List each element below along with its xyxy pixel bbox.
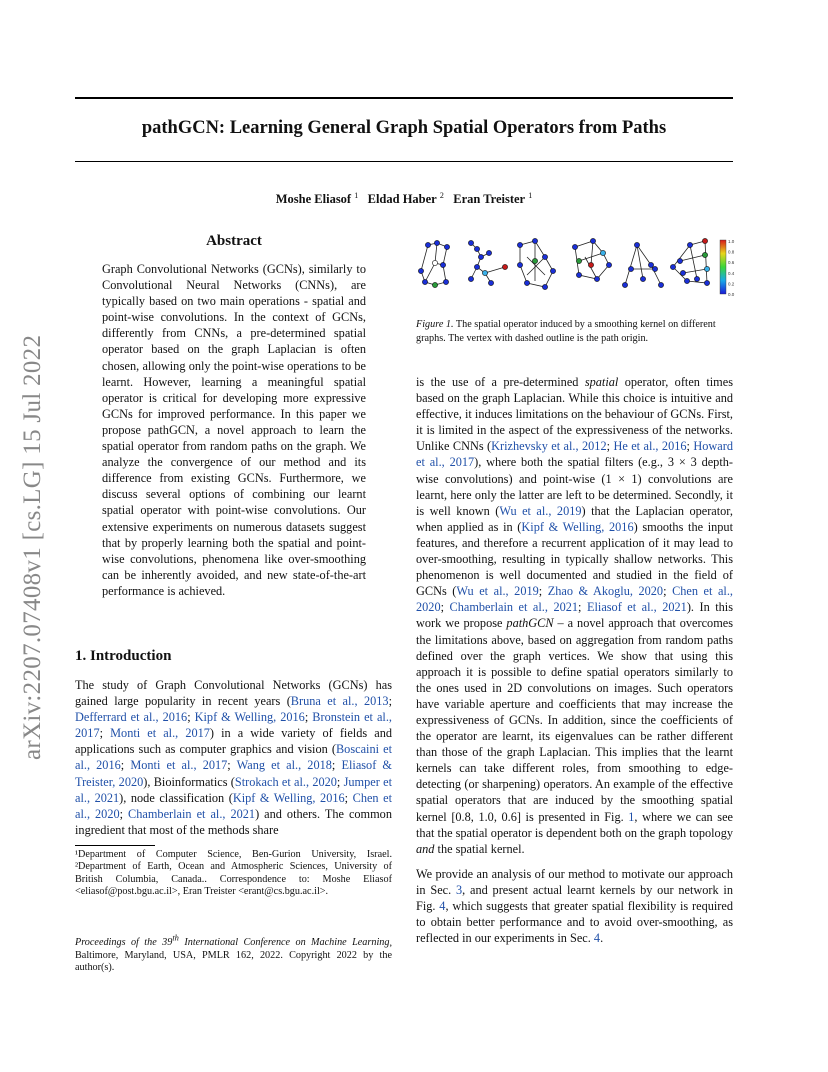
emphasis-text: and: [416, 841, 435, 856]
figure-caption-text: The spatial operator induced by a smoothing kernel on different graphs. The vertex with dashed outline is the path origin.: [416, 319, 716, 344]
citation-link[interactable]: Kipf & Welling, 2016: [194, 710, 305, 725]
author-name: Eran Treister: [453, 192, 526, 207]
colorbar-tick: 0.8: [728, 249, 735, 255]
top-rule: [75, 97, 733, 99]
citation-link[interactable]: Krizhevsky et al., 2012: [491, 439, 607, 454]
citation-link[interactable]: Bruna et al., 2013: [290, 694, 389, 709]
citation-link[interactable]: Chamberlain et al., 2021: [128, 806, 256, 821]
figure-1-graphs: [415, 235, 740, 305]
figure-1-caption: [416, 318, 734, 345]
colorbar-tick: 0.4: [728, 270, 735, 276]
citation-link[interactable]: 4: [439, 899, 446, 913]
citation-link[interactable]: Wu et al., 2019: [456, 584, 539, 599]
citation-link[interactable]: He et al., 2016: [613, 439, 687, 454]
introduction-paragraph: The study of Graph Convolutional Networks (GCNs) has gained large popularity in recent years (Bruna et al., 2013; Defferrard et al., 2016; Kipf & Welling, 2016; Bronstein et al., 2017; Monti et al., 2017) in a wide variety of fields and applications such as computer graphics and vision (Boscaini et al., 2016; Monti et al., 2017; Wang et al., 2018; Eliasof & Treister, 2020), Bioinformatics (Strokach et al., 2020; Jumper et al., 2021), node classification (Kipf & Welling, 2016; Chen et al., 2020; Chamberlain et al., 2021) and others. The common ingredient that most of the methods share: [75, 678, 393, 837]
paragraph: is the use of a pre-determined spatial operator, often times based on the graph Laplacian. While this choice is intuitive and effective, it induces limitations on the behaviour of GCNs. First, it is limited in the aspect of the expressiveness of the networks. Unlike CNNs (Krizhevsky et al., 2012; He et al., 2016; Howard et al., 2017), where both the spatial filters (e.g., 3 × 3 depth-wise convolutions) and point-wise (1 × 1) convolutions are learnt, here only the latter are left to be determined. Secondly, it is well known (Wu et al., 2019) that the Laplacian operator, when applied as in (Kipf & Welling, 2016) smooths the input features, and therefore a recurrent application of it may lead to over-smoothing, resulting in typically shallow networks. This phenomenon is well documented and studied in the field of GCNs (Wu et al., 2019; Zhao & Akoglu, 2020; Chen et al., 2020; Chamberlain et al., 2021; Eliasof et al., 2021). In this work we propose pathGCN – a novel approach that overcomes the limitations above, based on aggregation from random paths defined over the graph vertices. We show that using this approach it is possible to define spatial operators similarly to the ones used in 2D convolutions on images. Such operators have variable aperture and coefficients that may increase the expressiveness of GCNs. In addition, since the coefficients of the operator are learnt, its eigenvalues can be rather different than those of the graph Laplacian. This implies that the learnt kernels can take different roles, from smoothing to edge-detecting (or sharpening) operators. An example of the effective spatial operators that are induced by the smoothing spatial kernel [0.8, 1.0, 0.6] is presented in Fig. 1, where we can see that the spatial operator is dependent both on the graph topology and the spatial kernel.: [416, 375, 734, 856]
colorbar-tick: 0.0: [728, 292, 735, 297]
citation-link[interactable]: Defferrard et al., 2016: [75, 710, 188, 725]
colorbar-tick: 0.6: [728, 260, 735, 266]
emphasis-text: spatial: [584, 375, 619, 389]
citation-link[interactable]: Monti et al., 2017: [110, 726, 210, 741]
proceedings-prefix: Proceedings of the 39: [75, 937, 173, 949]
paper-title: pathGCN: Learning General Graph Spatial Operators from Paths: [141, 118, 667, 138]
author-affiliation: 1: [354, 191, 359, 200]
citation-link[interactable]: Wu et al., 2019: [499, 503, 582, 518]
paragraph: We provide an analysis of our method to motivate our approach in Sec. 3, and present actual learnt kernels by our network in Fig. 4, which suggests that greater spatial flexibility is required to obtain better performance and to avoid over-smoothing, as reflected in our experiments in Sec. 4.: [416, 866, 733, 946]
author-affiliation: 2: [439, 191, 444, 200]
graph-3: [520, 241, 553, 287]
proceedings-rest: , Baltimore, Maryland, USA, PMLR 162, 2022. Copyright 2022 by the author(s).: [75, 937, 393, 973]
citation-link[interactable]: Strokach et al., 2020: [234, 774, 337, 789]
citation-link[interactable]: Eliasof & Treister, 2020: [75, 758, 392, 789]
figure-label: Figure 1.: [416, 319, 454, 330]
proceedings-ordinal: th: [172, 933, 179, 943]
citation-link[interactable]: Boscaini et al., 2016: [75, 742, 393, 773]
citation-link[interactable]: 1: [628, 809, 635, 824]
citation-link[interactable]: Chamberlain et al., 2021: [449, 600, 579, 615]
colorbar-tick: 1.0: [728, 239, 735, 244]
emphasis-text: pathGCN: [506, 616, 554, 631]
proceedings-note: [75, 932, 392, 974]
abstract-heading: Abstract: [206, 233, 262, 249]
colorbar: [720, 240, 726, 294]
citation-link[interactable]: Kipf & Welling, 2016: [232, 790, 345, 805]
citation-link[interactable]: Kipf & Welling, 2016: [521, 519, 634, 534]
title-bottom-rule: [75, 161, 733, 162]
footnote-rule: [75, 845, 155, 846]
citation-link[interactable]: Jumper et al., 2021: [75, 774, 392, 805]
citation-link[interactable]: Wang et al., 2018: [236, 758, 332, 773]
citation-link[interactable]: Monti et al., 2017: [130, 758, 228, 773]
author-affiliation: 1: [528, 191, 533, 200]
citation-link[interactable]: 4: [593, 931, 601, 946]
proceedings-conference: International Conference on Machine Learning: [178, 937, 390, 949]
affiliation-footnote: ¹Department of Computer Science, Ben-Gurion University, Israel. ²Department of Earth, Ocean and Atmospheric Sciences, University of British Columbia, Canada.. Correspondence to: Moshe Eliasof <eliasof@post.bgu.ac.il>, Eran Treister <erant@cs.bgu.ac.il>.: [75, 849, 392, 897]
citation-link[interactable]: Bronstein et al., 2017: [75, 710, 392, 741]
citation-link[interactable]: Eliasof et al., 2021: [586, 600, 687, 615]
author-list: [75, 191, 733, 207]
author-name: Moshe Eliasof: [275, 192, 352, 207]
author-name: Eldad Haber: [367, 192, 437, 207]
citation-link[interactable]: Howard et al., 2017: [416, 439, 733, 470]
arxiv-identifier: arXiv:2207.07408v1 [cs.LG] 15 Jul 2022: [19, 334, 46, 760]
citation-link[interactable]: Chen et al., 2020: [75, 790, 392, 821]
citation-link[interactable]: Chen et al., 2020: [416, 584, 733, 615]
colorbar-tick: 0.2: [728, 281, 735, 287]
section-heading-introduction: 1. Introduction: [75, 648, 172, 664]
graph-nodes: [418, 238, 709, 289]
right-column-text: [416, 374, 733, 946]
citation-link[interactable]: 3: [455, 882, 463, 897]
abstract-text: Graph Convolutional Networks (GCNs), similarly to Convolutional Neural Networks (CNNs), are typically based on two main operations - spatial and point-wise convolutions. In the context of GCNs, differently from CNNs, a pre-determined spatial operator based on the graph Laplacian is often chosen, allowing only the point-wise operations to be learnt. However, learning a meaningful spatial operator is critical for developing more expressive GCNs for improved performance. In this paper we propose pathGCN, a novel approach to learn the spatial operator from random paths on the graph. We analyze the convergence of our method and its difference from existing GCNs. Furthermore, we discuss several options of combining our learnt spatial operator with point-wise convolutions. Our extensive experiments on numerous datasets suggest that by properly learning both the spatial and point-wise convolutions, phenomena like over-smoothing can be inherently avoided, and new state-of-the-art performance is achieved.: [102, 262, 366, 598]
citation-link[interactable]: Zhao & Akoglu, 2020: [547, 584, 664, 599]
